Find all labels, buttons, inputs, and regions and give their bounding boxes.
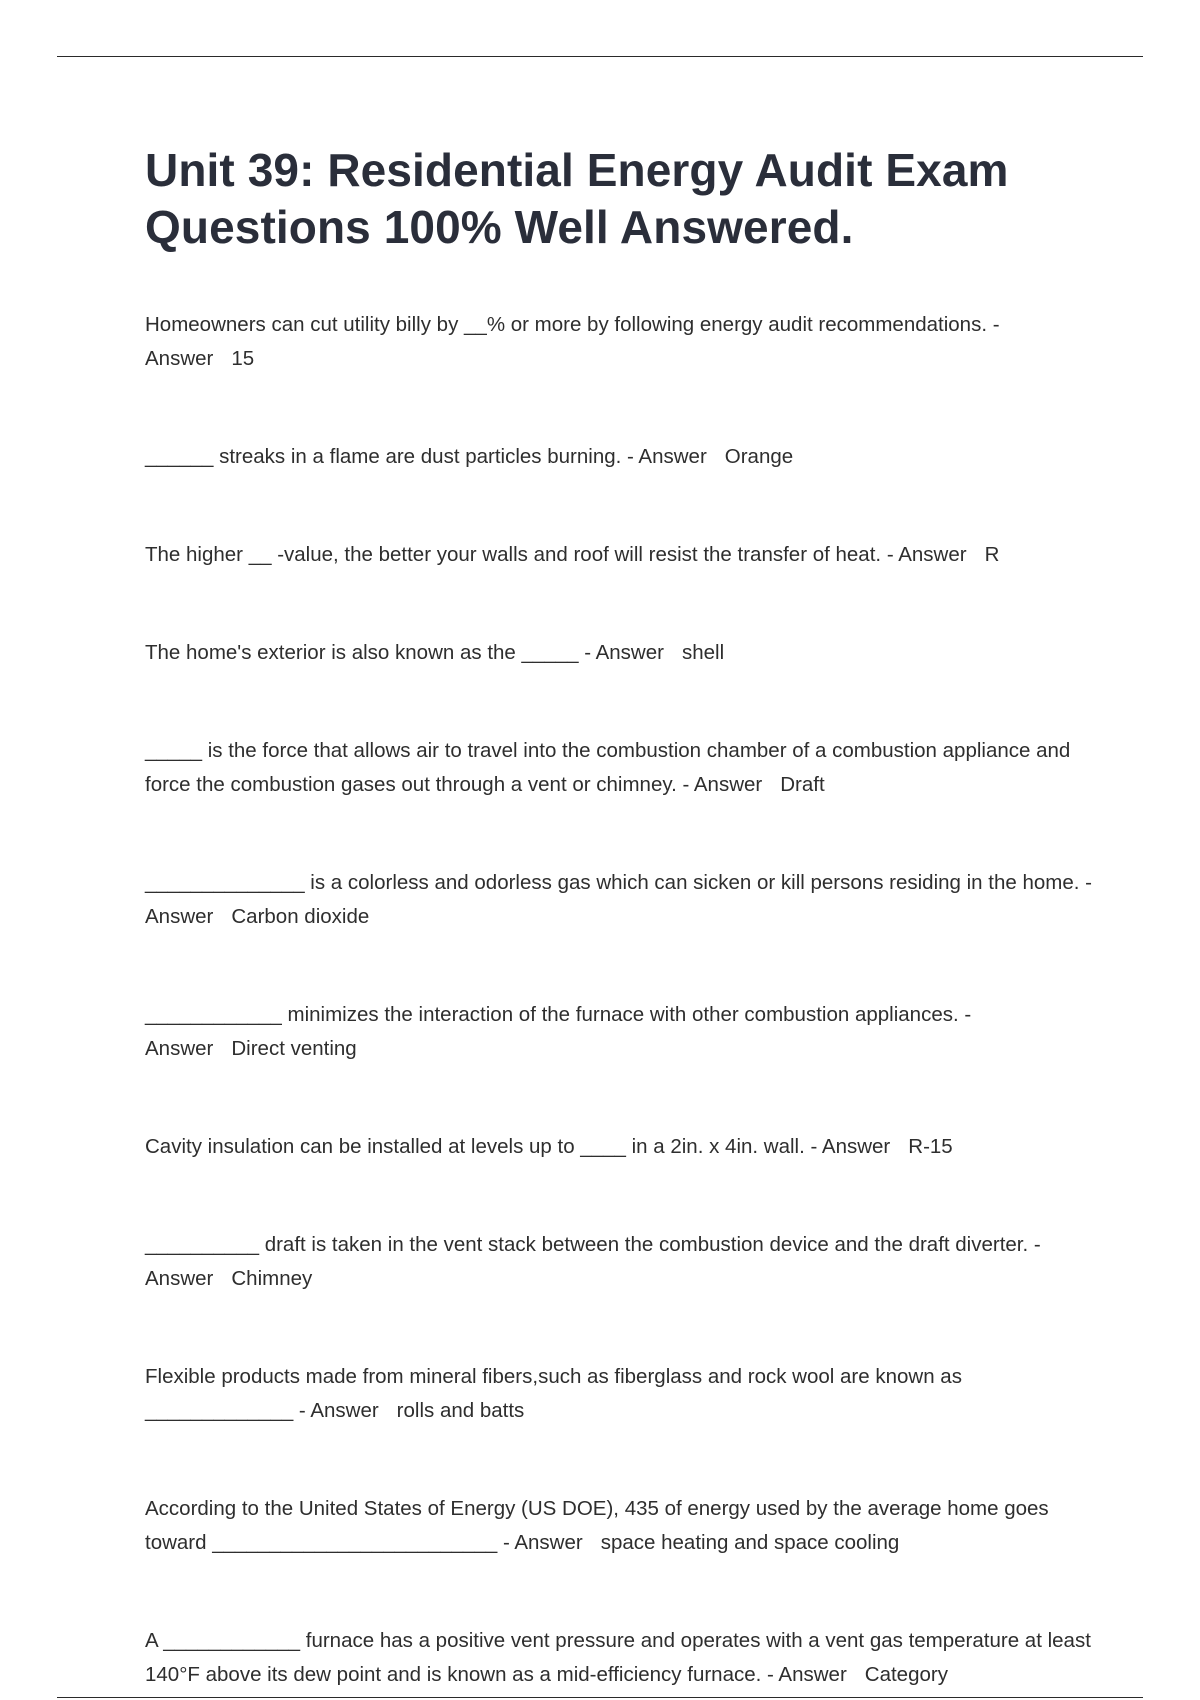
question-text: ______________ is a colorless and odorless gas which can sicken or kill persons residing in the home.: [145, 871, 1080, 894]
answer-text: Category: [864, 1663, 948, 1686]
question-text: A ____________ furnace has a positive vent pressure and operates with a vent gas temperature at least 140°F above its dew point and is known as a mid-efficiency furnace.: [145, 1629, 1091, 1686]
qa-item: [145, 1492, 1095, 1560]
answer-label: - Answer: [145, 871, 1092, 928]
answer-label: - Answer: [502, 1531, 583, 1554]
question-text: According to the United States of Energy (US DOE), 435 of energy used by the average home goes toward _________________________: [145, 1497, 1049, 1554]
qa-item: [145, 734, 1095, 802]
qa-item: [145, 866, 1095, 934]
answer-label: - Answer: [298, 1399, 379, 1422]
question-text: ______ streaks in a flame are dust particles burning.: [145, 445, 622, 468]
qa-item: [145, 636, 1095, 670]
answer-text: Draft: [780, 773, 825, 796]
qa-item: [145, 1360, 1095, 1428]
answer-text: Direct venting: [231, 1037, 357, 1060]
answer-text: space heating and space cooling: [600, 1531, 900, 1554]
qa-item: [145, 998, 1095, 1066]
answer-text: Chimney: [231, 1267, 313, 1290]
document-body: [145, 142, 1095, 1692]
answer-label: - Answer: [584, 641, 664, 664]
bottom-rule: [57, 1697, 1143, 1698]
question-text: ____________ minimizes the interaction of the furnace with other combustion appliances.: [145, 1003, 959, 1026]
answer-label: - Answer: [886, 543, 967, 566]
answer-label: - Answer: [145, 313, 1000, 370]
question-text: Flexible products made from mineral fibers,such as fiberglass and rock wool are known as _____________: [145, 1365, 962, 1422]
document-title: Unit 39: Residential Energy Audit Exam Questions 100% Well Answered.: [145, 144, 1009, 253]
qa-item: [145, 440, 1095, 474]
question-text: Homeowners can cut utility billy by __% or more by following energy audit recommendations.: [145, 313, 988, 336]
answer-text: Carbon dioxide: [231, 905, 370, 928]
qa-item: [145, 1624, 1095, 1692]
answer-label: - Answer: [145, 1003, 972, 1060]
question-text: The home's exterior is also known as the _____: [145, 641, 579, 664]
answer-label: - Answer: [810, 1135, 891, 1158]
answer-text: Orange: [724, 445, 794, 468]
answer-label: - Answer: [767, 1663, 847, 1686]
answer-text: R: [984, 543, 1000, 566]
qa-item: [145, 308, 1095, 376]
answer-label: - Answer: [627, 445, 707, 468]
question-text: Cavity insulation can be installed at levels up to ____ in a 2in. x 4in. wall.: [145, 1135, 805, 1158]
qa-item: [145, 538, 1095, 572]
answer-text: shell: [681, 641, 725, 664]
qa-list: [145, 308, 1095, 1692]
top-rule: [57, 56, 1143, 57]
qa-item: [145, 1130, 1095, 1164]
qa-item: [145, 1228, 1095, 1296]
answer-label: - Answer: [145, 1233, 1041, 1290]
question-text: __________ draft is taken in the vent stack between the combustion device and the draft diverter.: [145, 1233, 1029, 1256]
question-text: _____ is the force that allows air to travel into the combustion chamber of a combustion appliance and force the combustion gases out through a vent or chimney.: [145, 739, 1071, 796]
answer-text: rolls and batts: [396, 1399, 525, 1422]
answer-text: R-15: [908, 1135, 953, 1158]
answer-label: - Answer: [682, 773, 763, 796]
answer-text: 15: [231, 347, 255, 370]
question-text: The higher __ -value, the better your walls and roof will resist the transfer of heat.: [145, 543, 882, 566]
